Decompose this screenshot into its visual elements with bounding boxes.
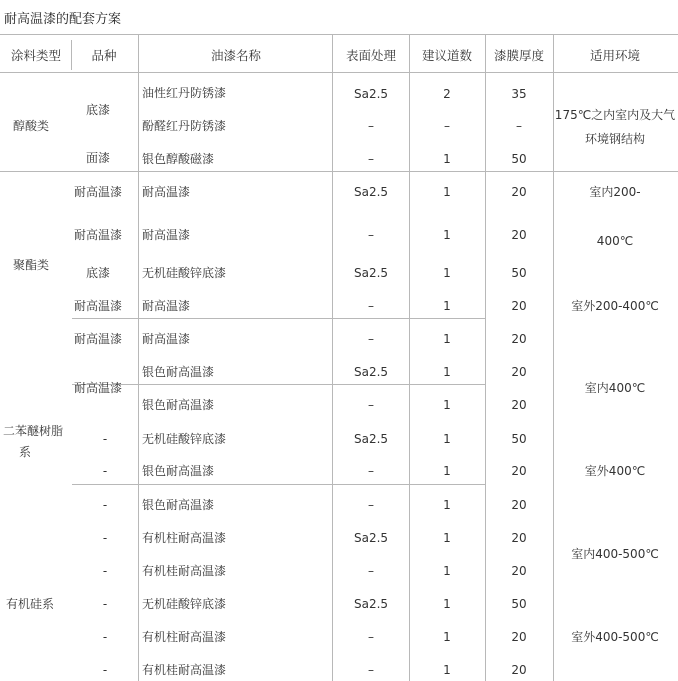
paint-name-cell: 酚醛红丹防锈漆 <box>142 119 227 133</box>
paint-name-cell: 银色耐高温漆 <box>142 464 215 478</box>
thickness-cell: 20 <box>511 663 527 677</box>
variety-cell: - <box>102 432 108 446</box>
paint-name-cell: 耐高温漆 <box>142 185 191 199</box>
group-label-diphenyl: 系 <box>19 445 32 459</box>
surface-treatment-cell: Sa2.5 <box>353 365 389 379</box>
thickness-cell: 20 <box>511 185 527 199</box>
paint-name-cell: 油性红丹防锈漆 <box>142 86 227 100</box>
coats-cell: 1 <box>443 531 451 545</box>
variety-cell: - <box>102 564 108 578</box>
col-divider <box>71 40 72 70</box>
variety-cell: 耐高温漆 <box>73 381 123 395</box>
environment-cell: 室内400-500℃ <box>571 547 659 561</box>
col-divider <box>332 34 333 681</box>
group-label-diphenyl: 二苯醚树脂 <box>3 424 64 438</box>
thickness-cell: 50 <box>511 266 527 280</box>
thickness-cell: 20 <box>511 332 527 346</box>
variety-cell: - <box>102 531 108 545</box>
surface-treatment-cell: – <box>368 663 374 677</box>
variety-cell: - <box>102 630 108 644</box>
group-label-silicone: 有机硅系 <box>6 597 55 611</box>
header-cell: 涂料类型 <box>10 48 62 63</box>
group-label-alkyd: 醇酸类 <box>13 119 50 133</box>
environment-cell: 400℃ <box>596 234 634 248</box>
row-divider <box>72 318 485 319</box>
thickness-cell: 20 <box>511 299 527 313</box>
paint-name-cell: 无机硅酸锌底漆 <box>142 266 227 280</box>
thickness-cell: 50 <box>511 432 527 446</box>
surface-treatment-cell: Sa2.5 <box>353 432 389 446</box>
variety-cell: 耐高温漆 <box>73 332 123 346</box>
col-divider <box>485 34 486 681</box>
coats-cell: 1 <box>443 597 451 611</box>
variety-cell: - <box>102 498 108 512</box>
col-divider <box>409 34 410 681</box>
thickness-cell: 50 <box>511 152 527 166</box>
coats-cell: 1 <box>443 432 451 446</box>
paint-name-cell: 有机柱耐高温漆 <box>142 630 227 644</box>
paint-name-cell: 银色耐高温漆 <box>142 398 215 412</box>
environment-cell: 室外200-400℃ <box>571 299 659 313</box>
coats-cell: 1 <box>443 630 451 644</box>
paint-name-cell: 耐高温漆 <box>142 332 191 346</box>
surface-treatment-cell: – <box>368 630 374 644</box>
environment-cell: 175℃之内室内及大气 <box>554 108 676 122</box>
thickness-cell: 20 <box>511 365 527 379</box>
variety-cell: 耐高温漆 <box>73 185 123 199</box>
col-divider <box>553 34 554 681</box>
variety-cell: - <box>102 597 108 611</box>
surface-treatment-cell: – <box>368 119 374 133</box>
coats-cell: 1 <box>443 398 451 412</box>
paint-name-cell: 银色耐高温漆 <box>142 498 215 512</box>
row-divider <box>72 484 485 485</box>
surface-treatment-cell: – <box>368 228 374 242</box>
paint-name-cell: 有机桂耐高温漆 <box>142 564 227 578</box>
header-cell: 油漆名称 <box>210 48 262 63</box>
thickness-cell: 20 <box>511 498 527 512</box>
coats-cell: 1 <box>443 498 451 512</box>
coats-cell: 1 <box>443 564 451 578</box>
variety-cell: - <box>102 663 108 677</box>
paint-name-cell: 耐高温漆 <box>142 228 191 242</box>
header-cell: 表面处理 <box>345 48 397 63</box>
header-cell: 适用环境 <box>589 48 641 63</box>
variety-cell: - <box>102 464 108 478</box>
paint-name-cell: 银色耐高温漆 <box>142 365 215 379</box>
surface-treatment-cell: Sa2.5 <box>353 266 389 280</box>
surface-treatment-cell: – <box>368 564 374 578</box>
col-divider <box>138 34 139 681</box>
environment-cell: 室内200- <box>589 185 641 199</box>
coats-cell: 1 <box>443 332 451 346</box>
coats-cell: 1 <box>443 365 451 379</box>
surface-treatment-cell: – <box>368 299 374 313</box>
variety-cell: 底漆 <box>85 103 111 117</box>
thickness-cell: 20 <box>511 564 527 578</box>
thickness-cell: 20 <box>511 398 527 412</box>
environment-cell: 室内400℃ <box>584 381 646 395</box>
surface-treatment-cell: – <box>368 398 374 412</box>
paint-name-cell: 有机桂耐高温漆 <box>142 663 227 677</box>
thickness-cell: 20 <box>511 228 527 242</box>
paint-name-cell: 银色醇酸磁漆 <box>142 152 215 166</box>
header-cell: 漆膜厚度 <box>493 48 545 63</box>
variety-cell: 耐高温漆 <box>73 228 123 242</box>
thickness-cell: – <box>516 119 522 133</box>
environment-cell: 室外400-500℃ <box>571 630 659 644</box>
surface-treatment-cell: Sa2.5 <box>353 531 389 545</box>
variety-cell: 面漆 <box>85 151 111 165</box>
paint-name-cell: 耐高温漆 <box>142 299 191 313</box>
thickness-cell: 20 <box>511 630 527 644</box>
alkyd-group-border <box>0 171 678 172</box>
paint-name-cell: 无机硅酸锌底漆 <box>142 432 227 446</box>
coats-cell: – <box>444 119 450 133</box>
paint-name-cell: 有机柱耐高温漆 <box>142 531 227 545</box>
coats-cell: 1 <box>443 185 451 199</box>
header-cell: 建议道数 <box>421 48 473 63</box>
coats-cell: 1 <box>443 266 451 280</box>
coats-cell: 1 <box>443 299 451 313</box>
variety-cell: 耐高温漆 <box>73 299 123 313</box>
surface-treatment-cell: Sa2.5 <box>353 87 389 101</box>
coats-cell: 1 <box>443 464 451 478</box>
thickness-cell: 20 <box>511 464 527 478</box>
table-top-border <box>0 34 678 35</box>
group-label-polyester: 聚酯类 <box>13 258 50 272</box>
surface-treatment-cell: Sa2.5 <box>353 597 389 611</box>
surface-treatment-cell: – <box>368 464 374 478</box>
surface-treatment-cell: – <box>368 498 374 512</box>
header-bottom-border <box>0 72 678 73</box>
variety-cell: 底漆 <box>85 266 111 280</box>
surface-treatment-cell: Sa2.5 <box>353 185 389 199</box>
coats-cell: 1 <box>443 663 451 677</box>
coats-cell: 1 <box>443 228 451 242</box>
header-cell: 品种 <box>91 48 117 63</box>
thickness-cell: 35 <box>511 87 527 101</box>
surface-treatment-cell: – <box>368 152 374 166</box>
row-divider <box>72 384 485 385</box>
environment-cell: 室外400℃ <box>584 464 646 478</box>
thickness-cell: 50 <box>511 597 527 611</box>
surface-treatment-cell: – <box>368 332 374 346</box>
coats-cell: 1 <box>443 152 451 166</box>
page-title: 耐高温漆的配套方案 <box>4 12 122 27</box>
coats-cell: 2 <box>443 87 451 101</box>
thickness-cell: 20 <box>511 531 527 545</box>
environment-cell: 环境钢结构 <box>584 132 646 146</box>
paint-name-cell: 无机硅酸锌底漆 <box>142 597 227 611</box>
